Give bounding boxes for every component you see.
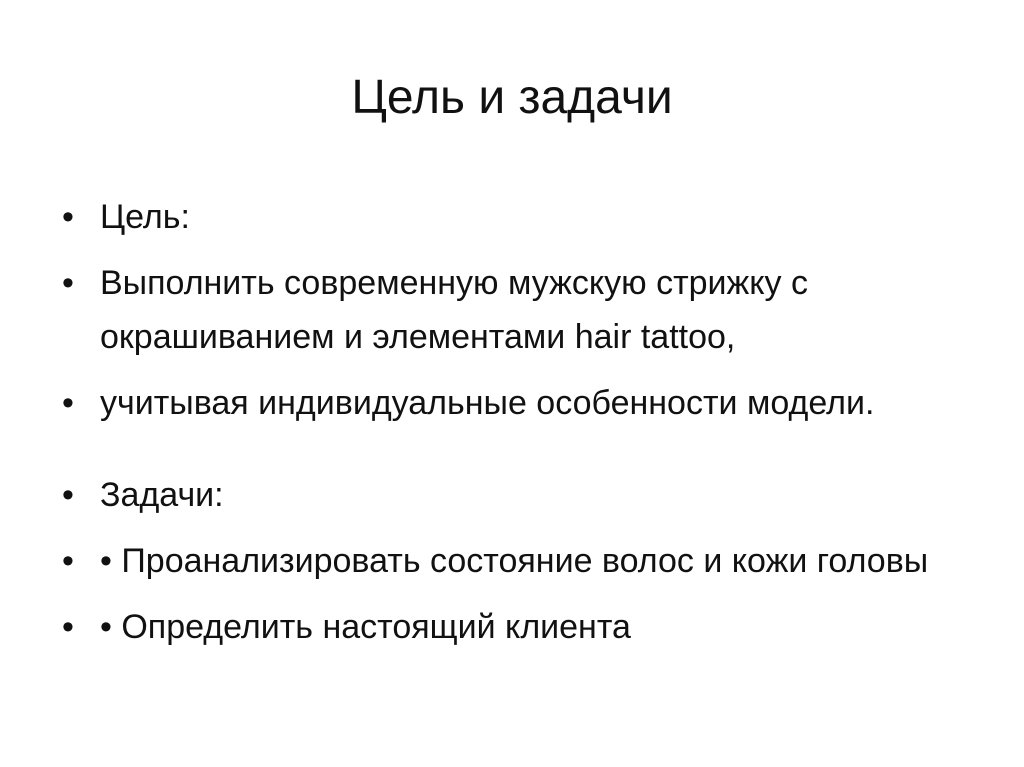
bullet-icon: • — [62, 198, 74, 236]
bullet-text: • Определить настоящий клиента — [100, 608, 631, 646]
bullet-icon: • — [62, 476, 74, 514]
bullet-item-goal-main — [58, 256, 958, 364]
slide-body — [58, 190, 958, 666]
bullet-item-goal-detail — [58, 376, 958, 430]
bullet-text: • Проанализировать состояние волос и кожи головы — [100, 542, 929, 580]
bullet-icon: • — [62, 542, 74, 580]
bullet-text: учитывая индивидуальные особенности модели. — [100, 384, 875, 422]
bullet-icon: • — [62, 608, 74, 646]
bullet-text: Цель: — [100, 198, 190, 236]
slide-title: Цель и задачи — [351, 71, 673, 124]
bullet-text: Задачи: — [100, 476, 224, 514]
bullet-item-task-1 — [58, 534, 958, 588]
bullet-item-goal-heading — [58, 190, 958, 244]
bullet-text: Выполнить современную мужскую стрижку с окрашиванием и элементами hair tattoo, — [100, 264, 808, 356]
bullet-icon: • — [62, 264, 74, 302]
bullet-item-task-2 — [58, 600, 958, 654]
bullet-item-tasks-heading — [58, 468, 958, 522]
bullet-icon: • — [62, 384, 74, 422]
